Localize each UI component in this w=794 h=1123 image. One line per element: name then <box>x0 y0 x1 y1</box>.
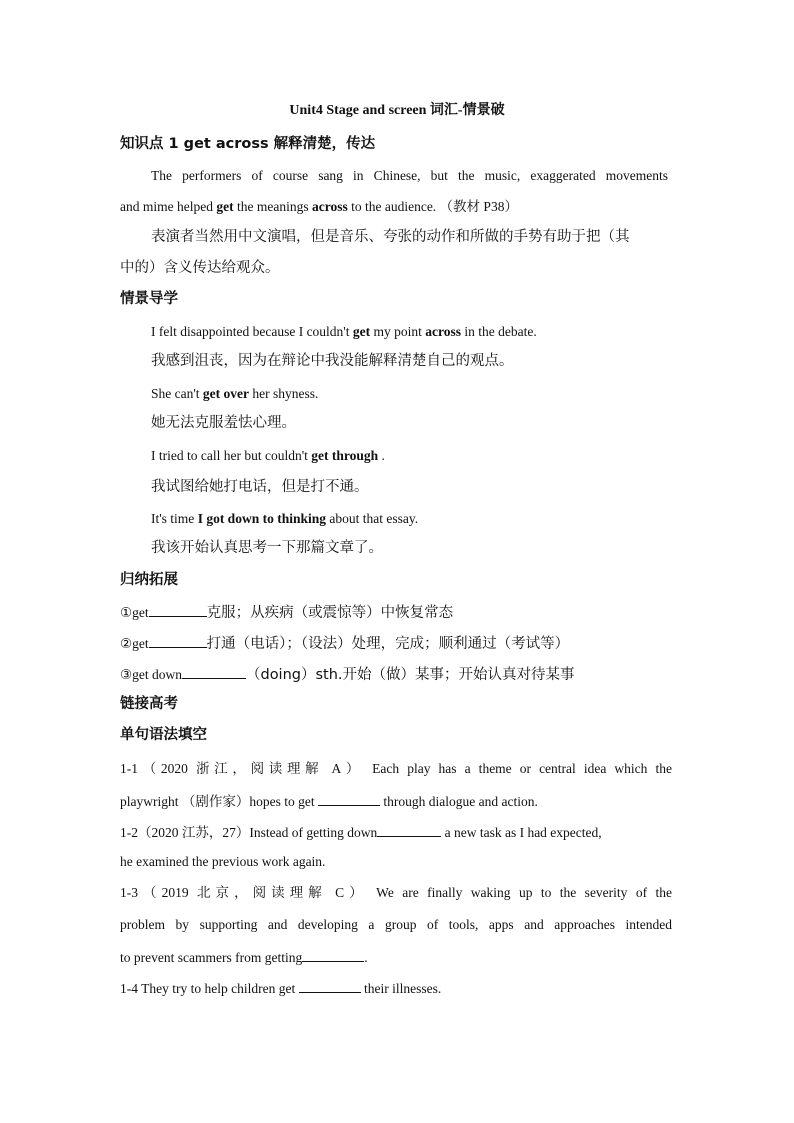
scenario-translation-1: 我感到沮丧，因为在辩论中我没能解释清楚自己的观点。 <box>151 353 514 369</box>
answer-blank[interactable] <box>377 824 441 837</box>
sentence-text: in the debate. <box>461 324 537 339</box>
page-title: Unit4 Stage and screen 词汇-情景破 <box>289 103 505 118</box>
item-text: ①get <box>120 605 149 620</box>
scenario-sentence-3 <box>151 449 385 463</box>
item-text: ②get <box>120 636 149 651</box>
scenario-heading: 情景导学 <box>120 291 178 307</box>
sentence-text: I tried to call her but couldn't <box>151 448 312 463</box>
scenario-sentence-1 <box>151 325 537 339</box>
scenario-translation-4: 我该开始认真思考一下那篇文章了。 <box>151 540 383 556</box>
translation-line-1: 表演者当然用中文演唱，但是音乐、夸张的动作和所做的手势有助于把（其 <box>151 229 630 245</box>
answer-blank[interactable] <box>302 949 364 962</box>
summary-item-1 <box>120 604 453 621</box>
question-text: to prevent scammers from getting <box>120 950 303 965</box>
scenario-sentence-4 <box>151 512 418 526</box>
answer-blank[interactable] <box>318 793 380 806</box>
question-1-4 <box>120 980 441 996</box>
keyword-across: across <box>311 199 348 214</box>
sentence-text: She can't <box>151 386 203 401</box>
example-sentence-line-2 <box>120 200 518 214</box>
scenario-sentence-2 <box>151 387 318 401</box>
translation-line-2: 中的）含义传达给观众。 <box>120 260 280 276</box>
question-1-3-line-1: 1-3（2019 北京，阅读理解 C） We are finally waking up to the severity of the <box>120 885 672 900</box>
answer-blank[interactable] <box>299 980 361 993</box>
sentence-text: about that essay. <box>325 511 419 526</box>
fill-blank[interactable] <box>182 666 246 679</box>
example-text: to the audience. （教材 P38） <box>347 199 518 214</box>
gaokao-heading: 链接高考 <box>120 696 178 712</box>
question-text: 1-4 They try to help children get <box>120 981 299 996</box>
sentence-text: my point <box>370 324 426 339</box>
keyword: get <box>352 324 371 339</box>
sentence-text: her shyness. <box>249 386 319 401</box>
keyword: I got down to thinking <box>197 511 326 526</box>
fill-blank[interactable] <box>149 635 207 648</box>
knowledge-point-heading: 知识点 1 get across 解释清楚，传达 <box>120 136 376 152</box>
fill-blank[interactable] <box>149 604 207 617</box>
sentence-text: I felt disappointed because I couldn't <box>151 324 353 339</box>
question-text: a new task as I had expected, <box>441 825 602 840</box>
item-text: ③get down <box>120 667 182 682</box>
question-1-3-line-2: problem by supporting and developing a group of tools, apps and approaches intended <box>120 917 672 932</box>
keyword: get through <box>311 448 379 463</box>
keyword: across <box>425 324 462 339</box>
item-text: （doing）sth.开始（做）某事；开始认真对待某事 <box>245 667 575 683</box>
question-1-1-line-2 <box>120 793 538 809</box>
keyword-get: get <box>216 199 234 214</box>
question-text: 1-2（2020 江苏，27）Instead of getting down <box>120 825 378 840</box>
sentence-text: It's time <box>151 511 198 526</box>
question-1-2-line-2: he examined the previous work again. <box>120 854 326 869</box>
question-1-3-line-3 <box>120 949 368 965</box>
question-text: playwright （剧作家）hopes to get <box>120 794 318 809</box>
question-text: through dialogue and action. <box>379 794 538 809</box>
sentence-text: . <box>378 448 385 463</box>
summary-heading: 归纳拓展 <box>120 572 178 588</box>
item-text: 克服；从疾病（或震惊等）中恢复常态 <box>206 605 454 621</box>
example-text: the meanings <box>233 199 312 214</box>
question-1-2-line-1 <box>120 824 602 840</box>
keyword: get over <box>202 386 250 401</box>
summary-item-3 <box>120 666 575 683</box>
question-1-1-line-1: 1-1（2020 浙江，阅读理解 A） Each play has a theme or central idea which the <box>120 761 672 776</box>
grammar-fill-heading: 单句语法填空 <box>120 727 207 743</box>
example-text: and mime helped <box>120 199 217 214</box>
item-text: 打通（电话）；（设法）处理，完成；顺利通过（考试等） <box>206 636 570 652</box>
question-text: their illnesses. <box>360 981 442 996</box>
scenario-translation-3: 我试图给她打电话，但是打不通。 <box>151 479 369 495</box>
example-sentence-line-1: The performers of course sang in Chinese, but the music, exaggerated movements <box>151 168 668 183</box>
summary-item-2 <box>120 635 569 652</box>
question-text: . <box>364 950 368 965</box>
scenario-translation-2: 她无法克服羞怯心理。 <box>151 415 296 431</box>
